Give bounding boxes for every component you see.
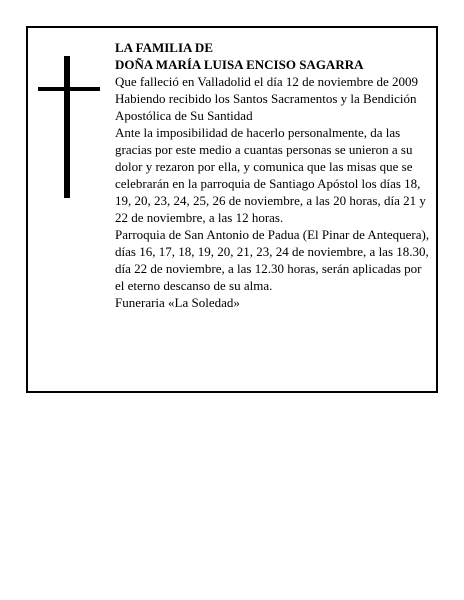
obituary-notice: [26, 26, 438, 393]
latin-cross-icon: [38, 56, 100, 198]
death-statement: Que falleció en Valladolid el día 12 de noviembre de 2009: [115, 74, 418, 89]
cross-vertical-bar: [64, 56, 70, 198]
notice-text: [115, 39, 433, 311]
deceased-name: DOÑA MARÍA LUISA ENCISO SAGARRA: [115, 57, 364, 72]
cross-horizontal-bar: [38, 87, 100, 91]
family-heading: LA FAMILIA DE: [115, 40, 213, 55]
second-parish-paragraph: Parroquia de San Antonio de Padua (El Pinar de Antequera), días 16, 17, 18, 19, 20, 21, 23, 24 de noviembre, a las 18.30, día 22 de noviembre, a las 12.30 horas, serán aplicadas por el eterno descanso de su alma.: [115, 227, 430, 293]
funeral-home: Funeraria «La Soledad»: [115, 295, 240, 310]
sacraments-statement: Habiendo recibido los Santos Sacramentos y la Bendición Apostólica de Su Santidad: [115, 91, 417, 123]
masses-paragraph: Ante la imposibilidad de hacerlo personalmente, da las gracias por este medio a cuantas personas se unieron a su dolor y rezaron por ella, y comunica que las misas que se celebrarán en la parroquia de Santiago Apóstol los días 18, 19, 20, 23, 24, 25, 26 de noviembre, a las 20 horas, día 21 y 22 de noviembre, a las 12 horas.: [115, 125, 426, 225]
